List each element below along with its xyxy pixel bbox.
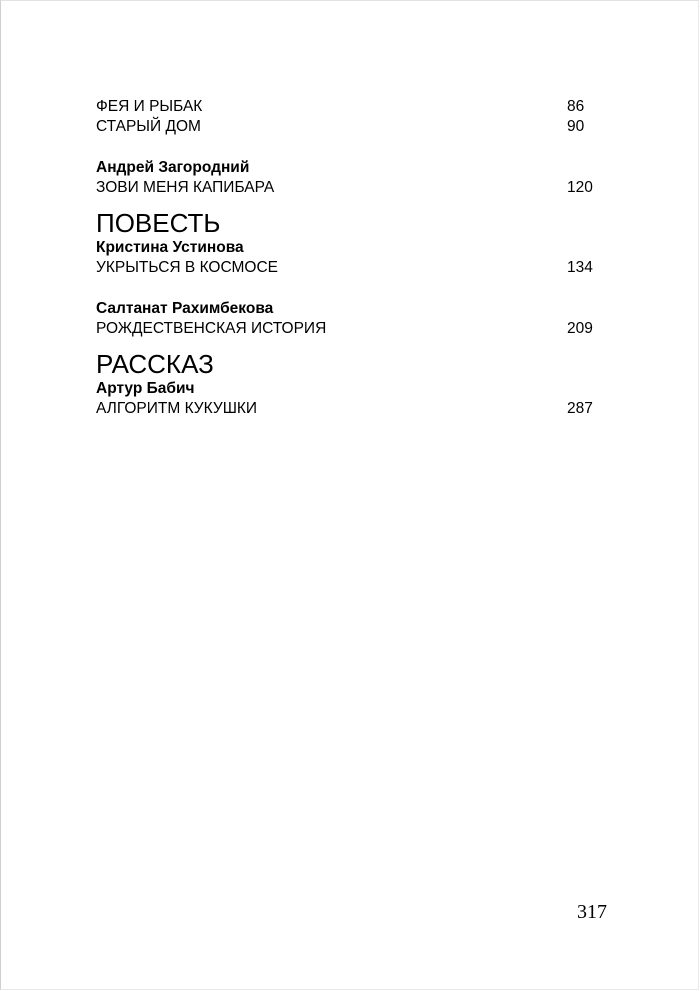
toc-entry-page: 90	[567, 118, 585, 135]
toc-entry	[96, 97, 606, 117]
toc-entry	[96, 399, 606, 419]
section-heading: ПОВЕСТЬ	[96, 208, 221, 238]
author-name: Артур Бабич	[96, 380, 195, 397]
table-of-contents	[96, 97, 606, 419]
author-name: Андрей Загородний	[96, 159, 250, 176]
toc-entry-title: ЗОВИ МЕНЯ КАПИБАРА	[96, 179, 275, 196]
toc-entry-title: УКРЫТЬСЯ В КОСМОСЕ	[96, 259, 279, 276]
toc-entry-page: 134	[567, 259, 593, 276]
toc-entry	[96, 178, 606, 198]
toc-entry	[96, 319, 606, 339]
toc-entry	[96, 117, 606, 137]
toc-entry-page: 209	[567, 320, 593, 337]
toc-entry-title: АЛГОРИТМ КУКУШКИ	[96, 400, 258, 417]
toc-entry-title: ФЕЯ И РЫБАК	[96, 98, 203, 115]
toc-entry-page: 287	[567, 400, 593, 417]
author-name: Кристина Устинова	[96, 239, 244, 256]
author-name: Салтанат Рахимбекова	[96, 300, 274, 317]
section-heading: РАССКАЗ	[96, 349, 214, 379]
toc-entry-title: СТАРЫЙ ДОМ	[96, 118, 201, 135]
toc-entry-page: 120	[567, 179, 593, 196]
toc-entry	[96, 258, 606, 278]
toc-entry-title: РОЖДЕСТВЕНСКАЯ ИСТОРИЯ	[96, 320, 327, 337]
toc-entry-page: 86	[567, 98, 585, 115]
page-number: 317	[577, 901, 607, 923]
